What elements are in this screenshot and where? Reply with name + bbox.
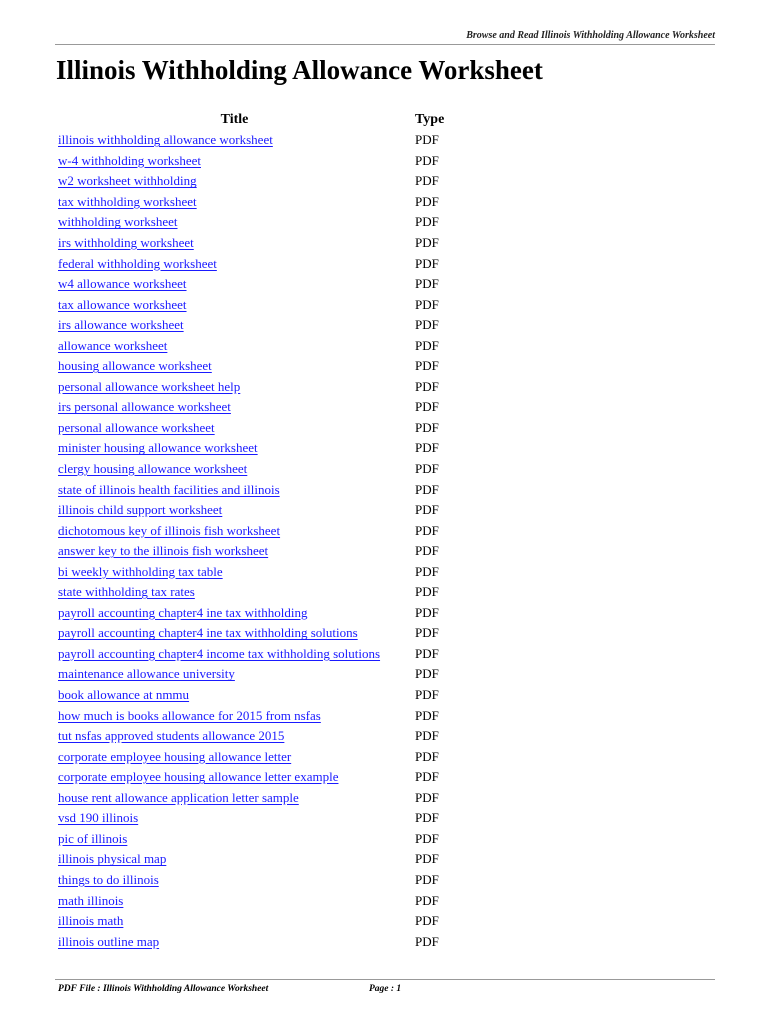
document-link[interactable]: house rent allowance application letter sample bbox=[58, 789, 299, 805]
row-title-cell bbox=[58, 502, 415, 518]
row-type-cell: PDF bbox=[415, 522, 439, 538]
table-row bbox=[58, 274, 478, 295]
document-link[interactable]: w2 worksheet withholding bbox=[58, 173, 197, 189]
table-row bbox=[58, 479, 478, 500]
table-row bbox=[58, 808, 478, 829]
row-type-cell: PDF bbox=[415, 851, 439, 867]
row-type-cell: PDF bbox=[415, 645, 439, 661]
table-row bbox=[58, 767, 478, 788]
row-type-cell: PDF bbox=[415, 235, 439, 250]
table-row bbox=[58, 192, 478, 213]
row-title-cell bbox=[58, 153, 415, 169]
row-title-cell bbox=[58, 584, 415, 600]
document-link[interactable]: answer key to the illinois fish worksheet bbox=[58, 543, 269, 559]
document-link[interactable]: irs allowance worksheet bbox=[58, 317, 184, 333]
document-link[interactable]: payroll accounting chapter4 ine tax withholding bbox=[58, 604, 308, 620]
document-link[interactable]: tax allowance worksheet bbox=[58, 296, 187, 312]
row-title-cell bbox=[58, 769, 415, 785]
row-type-cell: PDF bbox=[415, 152, 439, 168]
row-type-cell: PDF bbox=[415, 214, 439, 230]
table-row bbox=[58, 377, 478, 398]
table-row bbox=[58, 130, 478, 151]
row-type-cell: PDF bbox=[415, 789, 439, 805]
table-row bbox=[58, 212, 478, 233]
row-type-cell: PDF bbox=[415, 481, 439, 497]
document-link[interactable]: state of illinois health facilities and illinois bbox=[58, 481, 280, 497]
row-type-cell: PDF bbox=[415, 378, 439, 394]
table-row bbox=[58, 315, 478, 336]
footer-page-number: Page : 1 bbox=[369, 984, 402, 994]
row-type-cell: PDF bbox=[415, 584, 439, 600]
row-type-cell: PDF bbox=[415, 810, 439, 826]
header-note: Browse and Read Illinois Withholding Allowance Worksheet bbox=[466, 30, 715, 41]
table-row bbox=[58, 294, 478, 315]
row-title-cell bbox=[58, 420, 415, 436]
row-title-cell bbox=[58, 749, 415, 765]
document-link[interactable]: dichotomous key of illinois fish worksheet bbox=[58, 522, 281, 538]
row-type-cell: PDF bbox=[415, 563, 439, 579]
header-divider bbox=[55, 44, 715, 45]
table-row bbox=[58, 171, 478, 192]
footer-divider bbox=[55, 979, 715, 980]
table-row bbox=[58, 911, 478, 932]
table-row bbox=[58, 151, 478, 172]
table-row bbox=[58, 890, 478, 911]
row-title-cell bbox=[58, 831, 415, 847]
row-type-cell: PDF bbox=[415, 132, 439, 148]
table-row bbox=[58, 705, 478, 726]
row-title-cell bbox=[58, 132, 415, 148]
document-link[interactable]: personal allowance worksheet help bbox=[58, 378, 241, 394]
table-row bbox=[58, 459, 478, 480]
row-title-cell bbox=[58, 625, 415, 641]
table-row bbox=[58, 644, 478, 665]
page-title: Illinois Withholding Allowance Worksheet bbox=[56, 55, 543, 85]
footer-file-label: PDF File : Illinois Withholding Allowance Worksheet bbox=[58, 984, 269, 994]
row-type-cell: PDF bbox=[415, 728, 439, 744]
document-link[interactable]: tax withholding worksheet bbox=[58, 193, 197, 209]
row-title-cell bbox=[58, 666, 415, 682]
row-title-cell bbox=[58, 851, 415, 867]
row-type-cell: PDF bbox=[415, 933, 439, 949]
documents-table bbox=[58, 110, 478, 952]
row-title-cell bbox=[58, 810, 415, 826]
table-row bbox=[58, 685, 478, 706]
table-row bbox=[58, 623, 478, 644]
document-link[interactable]: irs withholding worksheet bbox=[58, 235, 194, 250]
row-type-cell: PDF bbox=[415, 317, 439, 333]
row-type-cell: PDF bbox=[415, 276, 439, 292]
document-link[interactable]: bi weekly withholding tax table bbox=[58, 563, 223, 579]
table-row bbox=[58, 849, 478, 870]
row-title-cell bbox=[58, 872, 415, 888]
document-link[interactable]: personal allowance worksheet bbox=[58, 419, 215, 435]
row-title-cell bbox=[58, 564, 415, 580]
row-title-cell bbox=[58, 708, 415, 724]
row-title-cell bbox=[58, 297, 415, 313]
row-title-cell bbox=[58, 399, 415, 415]
document-link[interactable]: w-4 withholding worksheet bbox=[58, 152, 201, 168]
document-link[interactable]: federal withholding worksheet bbox=[58, 255, 217, 271]
row-type-cell: PDF bbox=[415, 399, 439, 415]
row-title-cell bbox=[58, 256, 415, 272]
table-header bbox=[58, 110, 478, 130]
document-link[interactable]: illinois math bbox=[58, 913, 124, 929]
row-type-cell: PDF bbox=[415, 707, 439, 723]
table-row bbox=[58, 233, 478, 254]
row-title-cell bbox=[58, 461, 415, 477]
row-title-cell bbox=[58, 173, 415, 189]
row-title-cell bbox=[58, 194, 415, 210]
document-link[interactable]: illinois outline map bbox=[58, 933, 160, 949]
document-link[interactable]: withholding worksheet bbox=[58, 214, 178, 230]
table-row bbox=[58, 603, 478, 624]
document-link[interactable]: maintenance allowance university bbox=[58, 666, 235, 682]
row-title-cell bbox=[58, 358, 415, 374]
row-title-cell bbox=[58, 790, 415, 806]
column-header-type: Type bbox=[415, 112, 445, 127]
table-row bbox=[58, 829, 478, 850]
row-type-cell: PDF bbox=[415, 440, 439, 456]
document-link[interactable]: w4 allowance worksheet bbox=[58, 276, 187, 292]
document-link[interactable]: allowance worksheet bbox=[58, 337, 168, 353]
document-link[interactable]: payroll accounting chapter4 ine tax withholding solutions bbox=[58, 625, 358, 641]
row-type-cell: PDF bbox=[415, 255, 439, 271]
document-link[interactable]: book allowance at nmmu bbox=[58, 687, 190, 703]
table-row bbox=[58, 397, 478, 418]
table-row bbox=[58, 438, 478, 459]
table-row bbox=[58, 500, 478, 521]
row-title-cell bbox=[58, 913, 415, 929]
row-title-cell bbox=[58, 687, 415, 703]
document-link[interactable]: corporate employee housing allowance letter example bbox=[58, 769, 339, 785]
row-type-cell: PDF bbox=[415, 604, 439, 620]
row-type-cell: PDF bbox=[415, 871, 439, 887]
row-title-cell bbox=[58, 379, 415, 395]
document-link[interactable]: how much is books allowance for 2015 from nsfas bbox=[58, 707, 321, 723]
document-link[interactable]: tut nsfas approved students allowance 2015 bbox=[58, 728, 285, 744]
row-type-cell: PDF bbox=[415, 502, 439, 518]
row-type-cell: PDF bbox=[415, 419, 439, 435]
table-row bbox=[58, 356, 478, 377]
row-title-cell bbox=[58, 317, 415, 333]
row-type-cell: PDF bbox=[415, 193, 439, 209]
document-link[interactable]: state withholding tax rates bbox=[58, 584, 195, 600]
document-link[interactable]: illinois physical map bbox=[58, 851, 167, 867]
table-row bbox=[58, 931, 478, 952]
row-type-cell: PDF bbox=[415, 461, 439, 477]
row-type-cell: PDF bbox=[415, 296, 439, 312]
row-type-cell: PDF bbox=[415, 625, 439, 641]
row-type-cell: PDF bbox=[415, 687, 439, 703]
table-row bbox=[58, 788, 478, 809]
row-type-cell: PDF bbox=[415, 358, 439, 374]
document-link[interactable]: minister housing allowance worksheet bbox=[58, 440, 258, 456]
row-type-cell: PDF bbox=[415, 769, 439, 785]
row-type-cell: PDF bbox=[415, 666, 439, 682]
document-link[interactable]: math illinois bbox=[58, 892, 124, 908]
row-title-cell bbox=[58, 482, 415, 498]
row-title-cell bbox=[58, 728, 415, 744]
row-title-cell bbox=[58, 934, 415, 950]
document-link[interactable]: vsd 190 illinois bbox=[58, 810, 139, 826]
document-link[interactable]: housing allowance worksheet bbox=[58, 358, 212, 374]
table-row bbox=[58, 582, 478, 603]
row-type-cell: PDF bbox=[415, 830, 439, 846]
row-title-cell bbox=[58, 214, 415, 230]
table-row bbox=[58, 520, 478, 541]
row-title-cell bbox=[58, 646, 415, 662]
row-title-cell bbox=[58, 605, 415, 621]
table-row bbox=[58, 561, 478, 582]
table-row bbox=[58, 870, 478, 891]
row-type-cell: PDF bbox=[415, 913, 439, 929]
document-link[interactable]: things to do illinois bbox=[58, 871, 159, 887]
document-link[interactable]: clergy housing allowance worksheet bbox=[58, 461, 248, 477]
row-title-cell bbox=[58, 543, 415, 559]
row-title-cell bbox=[58, 440, 415, 456]
document-link[interactable]: pic of illinois bbox=[58, 830, 128, 846]
table-row bbox=[58, 726, 478, 747]
table-row bbox=[58, 541, 478, 562]
document-link[interactable]: illinois child support worksheet bbox=[58, 502, 223, 518]
row-type-cell: PDF bbox=[415, 748, 439, 764]
row-type-cell: PDF bbox=[415, 543, 439, 559]
document-link[interactable]: payroll accounting chapter4 income tax withholding solutions bbox=[58, 645, 381, 661]
row-type-cell: PDF bbox=[415, 892, 439, 908]
row-title-cell bbox=[58, 276, 415, 292]
table-row bbox=[58, 335, 478, 356]
table-row bbox=[58, 253, 478, 274]
table-body bbox=[58, 130, 478, 952]
row-title-cell bbox=[58, 235, 415, 251]
table-row bbox=[58, 664, 478, 685]
row-type-cell: PDF bbox=[415, 337, 439, 353]
table-row bbox=[58, 746, 478, 767]
row-title-cell bbox=[58, 523, 415, 539]
document-link[interactable]: corporate employee housing allowance letter bbox=[58, 748, 292, 764]
document-link[interactable]: illinois withholding allowance worksheet bbox=[58, 132, 273, 148]
row-title-cell bbox=[58, 338, 415, 354]
row-title-cell bbox=[58, 893, 415, 909]
table-row bbox=[58, 418, 478, 439]
column-header-title: Title bbox=[220, 112, 249, 127]
row-type-cell: PDF bbox=[415, 173, 439, 189]
document-link[interactable]: irs personal allowance worksheet bbox=[58, 399, 231, 415]
